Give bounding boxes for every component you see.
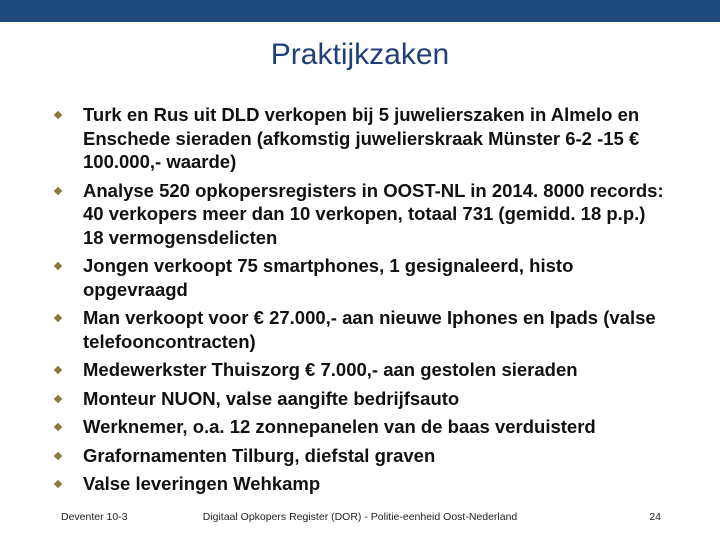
bullet-item xyxy=(50,306,670,353)
diamond-bullet-icon xyxy=(54,314,62,322)
slide-title: Praktijkzaken xyxy=(270,38,450,71)
diamond-bullet-icon xyxy=(54,186,62,194)
diamond-bullet-icon xyxy=(54,111,62,119)
diamond-bullet-icon xyxy=(54,423,62,431)
bullet-text: Medewerkster Thuiszorg € 7.000,- aan gestolen sieraden xyxy=(83,359,578,380)
bullet-item xyxy=(50,415,670,439)
bullet-text: Turk en Rus uit DLD verkopen bij 5 juwelierszaken in Almelo en Enschede sieraden (afkomstig juwelierskraak Münster 6-2 -15 € 100.000,- waarde) xyxy=(83,104,640,172)
footer-location-date: Deventer 10-3 xyxy=(61,511,128,523)
diamond-bullet-icon xyxy=(54,451,62,459)
footer-center-text: Digitaal Opkopers Register (DOR) - Politie-eenheid Oost-Nederland xyxy=(202,511,518,523)
diamond-bullet-icon xyxy=(54,366,62,374)
bullet-text: Werknemer, o.a. 12 zonnepanelen van de baas verduisterd xyxy=(83,416,596,437)
bullet-item xyxy=(50,472,670,496)
bullet-item xyxy=(50,103,670,174)
bullet-item xyxy=(50,444,670,468)
bullet-item xyxy=(50,358,670,382)
page-number: 24 xyxy=(649,511,661,523)
top-band xyxy=(0,0,720,22)
bullet-item xyxy=(50,179,670,250)
diamond-bullet-icon xyxy=(54,480,62,488)
bullet-list xyxy=(50,103,670,501)
bullet-item xyxy=(50,387,670,411)
bullet-text: Valse leveringen Wehkamp xyxy=(83,473,321,494)
bullet-text: Jongen verkoopt 75 smartphones, 1 gesignaleerd, histo opgevraagd xyxy=(83,255,574,300)
bullet-text: Analyse 520 opkopersregisters in OOST-NL in 2014. 8000 records: 40 verkopers meer dan 10 verkopen, totaal 731 (gemidd. 18 p.p.) 18 vermogensdelicten xyxy=(83,179,664,248)
diamond-bullet-icon xyxy=(54,394,62,402)
bullet-text: Monteur NUON, valse aangifte bedrijfsauto xyxy=(83,387,460,409)
bullet-item xyxy=(50,254,670,301)
bullet-text: Grafornamenten Tilburg, diefstal graven xyxy=(83,444,436,466)
diamond-bullet-icon xyxy=(54,262,62,270)
bullet-text: Man verkoopt voor € 27.000,- aan nieuwe Iphones en Ipads (valse telefooncontracten) xyxy=(83,307,656,352)
